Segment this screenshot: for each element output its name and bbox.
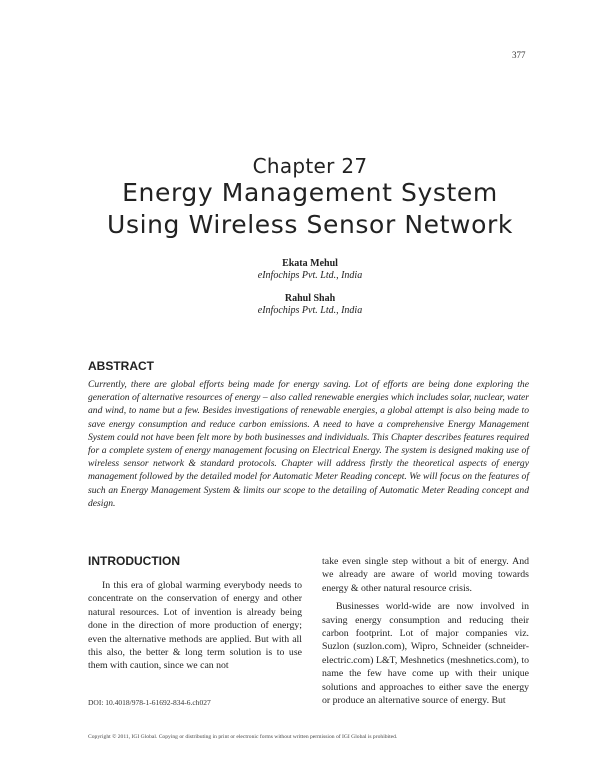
- author-affiliation: eInfochips Pvt. Ltd., India: [257, 270, 363, 281]
- intro-paragraph: Businesses world-wide are now involved in saving energy consumption and reducing their carbon footprint. Lot of major companies viz. Suzlon (suzlon.com), Wipro, Schneider (schneider-electric.com) L&T, Meshnetics (meshnetics.com), to name the few have come up with their unique solutions and approaches to either save the energy or produce an alternative source of energy. But: [322, 601, 529, 707]
- abstract-text: Currently, there are global efforts being made for energy saving. Lot of efforts are being done exploring the generation of alternative resources of energy – also called renewable energies which includes solar, nuclear, water and wind, to name but a few. Besides investigations of renewable energies, a global attempt is also being made to save energy consumption and reduce carbon emissions. A need to have a comprehensive Energy Management System could not have been felt more by both businesses and individuals. This Chapter describes features required for a complete system of energy management focusing on Electrical Energy. The system is designed making use of wireless sensor network & standard protocols. Chapter will address firstly the theoretical aspects of energy management followed by the detailed model for Automatic Meter Reading concept. We will focus on the features of such an Energy Management System & limits our scope to the detailing of Automatic Meter Reading concept and design.: [88, 379, 529, 509]
- intro-right-column: [322, 555, 529, 707]
- title-line-2: Using Wireless Sensor Network: [107, 210, 513, 239]
- author-name: Rahul Shah: [284, 293, 336, 304]
- chapter-label: Chapter 27: [252, 154, 368, 178]
- introduction-heading: INTRODUCTION: [88, 554, 180, 568]
- intro-left-column: [88, 579, 302, 673]
- intro-paragraph: take even single step without a bit of energy. And we already are aware of world moving towards energy & other natural resource crisis.: [322, 556, 529, 594]
- title-line-1: Energy Management System: [122, 178, 498, 207]
- author-name: Ekata Mehul: [282, 258, 338, 269]
- page-number: 377: [512, 50, 526, 60]
- doi: DOI: 10.4018/978-1-61692-834-6.ch027: [88, 698, 211, 707]
- author-affiliation: eInfochips Pvt. Ltd., India: [257, 305, 363, 316]
- intro-paragraph: In this era of global warming everybody needs to concentrate on the conservation of energy and other natural resources. Lot of invention is already being done in the direction of more production of energy; even the alternative methods are applied. But with all this also, the better & long term solution is to use them with caution, since we can not: [88, 580, 302, 672]
- abstract-heading: ABSTRACT: [88, 359, 154, 373]
- copyright-notice: Copyright © 2011, IGI Global. Copying or distributing in print or electronic forms without written permission of IGI Global is prohibited.: [88, 734, 398, 740]
